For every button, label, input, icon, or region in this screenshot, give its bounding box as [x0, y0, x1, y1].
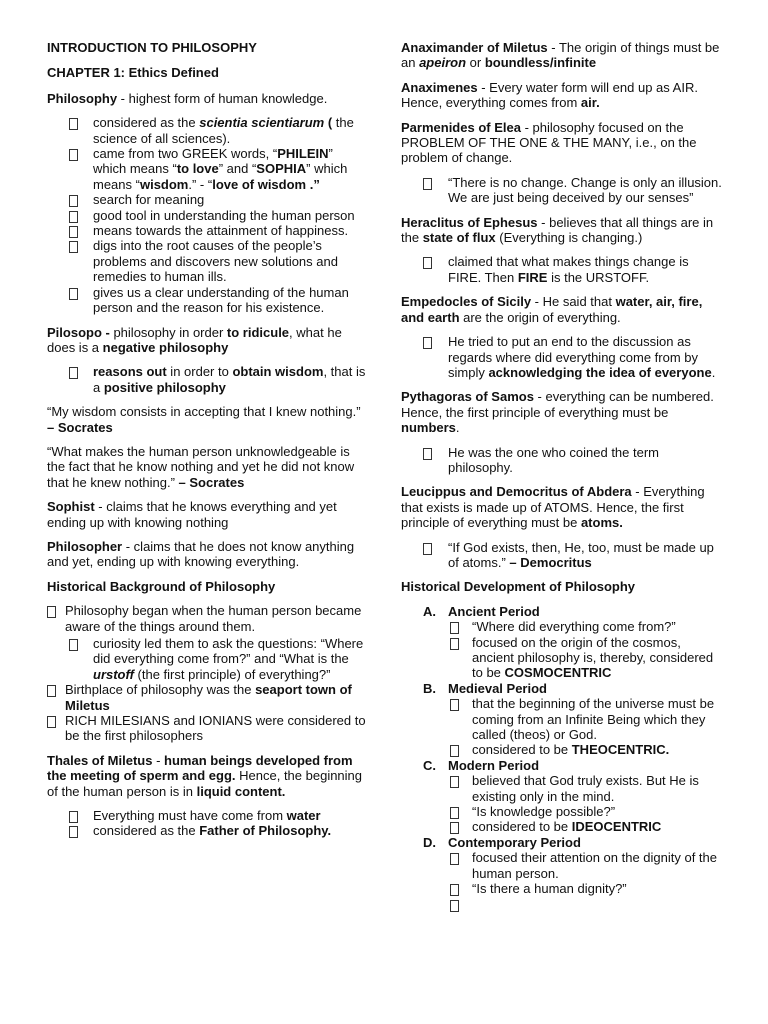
historical-background-heading: Historical Background of Philosophy — [47, 578, 276, 594]
text: numbers — [401, 420, 456, 436]
text: apeiron — [419, 55, 467, 71]
philosophy-definition — [47, 91, 369, 106]
text: ” which means “ — [93, 146, 333, 177]
text: – Socrates — [178, 474, 245, 490]
text: is the URSTOFF. — [547, 269, 650, 285]
text: believed that God truly exists. But He is existing only in the mind. — [472, 773, 699, 804]
text: boundless/infinite — [484, 55, 597, 71]
text: ” and “ — [218, 161, 257, 177]
list-item — [47, 603, 369, 634]
heraclitus-bullet-list — [401, 254, 723, 285]
text: good tool in understanding the human person — [93, 207, 355, 223]
text: considered as the — [93, 823, 200, 839]
text: He was the one who coined the term philosophy. — [448, 444, 660, 475]
list-item — [47, 208, 369, 223]
text: to ridicule — [226, 324, 290, 340]
chapter-heading: CHAPTER 1: Ethics Defined — [47, 65, 219, 81]
list-item — [448, 881, 723, 896]
thales-definition — [47, 753, 369, 799]
text: or — [466, 55, 485, 71]
bullet-box-icon — [450, 900, 459, 912]
text: “Is knowledge possible?” — [472, 804, 616, 820]
text: - philosophy focused on the PROBLEM OF THE ONE & THE MANY, i.e., on the problem of change. — [401, 119, 697, 166]
historical-background-list-2 — [47, 682, 369, 744]
text: came from two GREEK words, “ — [93, 146, 278, 162]
bullet-box-icon — [450, 853, 459, 865]
list-item — [47, 713, 369, 744]
text: to love — [176, 161, 219, 177]
text: ( — [324, 115, 333, 131]
list-item — [47, 823, 369, 838]
list-item — [401, 540, 723, 571]
list-item — [47, 285, 369, 316]
bullet-box-icon — [450, 807, 459, 819]
text: means towards the attainment of happiness. — [93, 223, 349, 239]
period-sublist — [448, 619, 723, 681]
bullet-box-icon — [450, 776, 459, 788]
text: water — [286, 808, 321, 824]
list-item — [47, 223, 369, 238]
list-item — [47, 115, 369, 146]
pilosopo-bullet-list — [47, 364, 369, 395]
pythagoras-bullet-list — [401, 445, 723, 476]
text: - — [152, 752, 165, 768]
text: water, air, fire, and earth — [401, 294, 703, 325]
bullet-box-icon — [69, 149, 78, 161]
text: air. — [580, 95, 600, 111]
text: . — [711, 364, 716, 380]
leucippus-definition — [401, 484, 723, 530]
text: - Every water form will end up as AIR. Hence, everything comes from — [401, 79, 698, 111]
list-item — [47, 636, 369, 682]
text: – Democritus — [509, 554, 592, 570]
bullet-box-icon — [450, 638, 459, 650]
text: digs into the root causes of the people’s problems and discovers new solutions and remedies to human ills. — [93, 238, 338, 285]
parmenides-bullet-list — [401, 175, 723, 206]
text: Father of Philosophy. — [199, 823, 332, 839]
text: FIRE — [517, 269, 548, 285]
bullet-box-icon — [69, 639, 78, 651]
text: ” which means “ — [93, 161, 348, 192]
period-name: Contemporary Period — [448, 834, 581, 850]
list-item — [448, 696, 723, 742]
text: THEOCENTRIC. — [571, 742, 670, 758]
bullet-box-icon — [69, 195, 78, 207]
list-item — [448, 742, 723, 757]
heraclitus-definition — [401, 215, 723, 246]
list-item — [47, 808, 369, 823]
text: Hence, the beginning of the human person is in — [47, 768, 363, 799]
text: “Where did everything come from?” — [472, 619, 676, 635]
text: “What makes the human person unknowledgeable is the fact that he know nothing and yet he did not know that he knew nothing.” — [47, 443, 355, 490]
text: the science of all sciences). — [93, 115, 354, 146]
philosophy-def-text: - highest form of human knowledge. — [117, 90, 328, 106]
text: Pythagoras of Samos — [401, 389, 534, 405]
bullet-box-icon — [423, 257, 432, 269]
period-sublist — [448, 696, 723, 758]
list-item — [47, 238, 369, 284]
text: Philosophy began when the human person became aware of the things around them. — [65, 603, 362, 634]
empedocles-bullet-list — [401, 334, 723, 380]
text: gives us a clear understanding of the human person and the reason for his existence. — [93, 284, 349, 316]
text: Leucippus and Democritus of Abdera — [401, 484, 632, 500]
text: liquid content. — [196, 783, 286, 799]
text: in order to — [166, 364, 233, 380]
bullet-box-icon — [423, 337, 432, 349]
bullet-box-icon — [450, 699, 459, 711]
text: Pilosopo - — [47, 324, 114, 340]
text: - He said that — [531, 294, 616, 310]
text: IDEOCENTRIC — [571, 819, 662, 835]
bullet-box-icon — [69, 226, 78, 238]
socrates-quote-1 — [47, 404, 369, 435]
text: , that is a — [93, 364, 366, 395]
text: . — [455, 420, 460, 436]
bullet-box-icon — [423, 448, 432, 460]
list-item — [448, 819, 723, 834]
list-item — [448, 897, 723, 912]
text: human beings developed from the meeting of sperm and egg. — [47, 752, 353, 784]
bullet-box-icon — [450, 622, 459, 634]
text: state of flux — [422, 230, 496, 246]
bullet-box-icon — [69, 118, 78, 130]
text: “Is there a human dignity?” — [472, 881, 627, 897]
list-item — [448, 619, 723, 634]
text: philosophy in order — [113, 324, 227, 340]
text: Sophist — [47, 499, 95, 515]
bullet-box-icon — [47, 606, 56, 618]
text: considered to be — [472, 742, 572, 758]
text: - Everything that exists is made up of ATOMS. Hence, the first principle of everything must be — [401, 484, 705, 531]
empedocles-definition — [401, 294, 723, 325]
list-item — [401, 445, 723, 476]
bullet-box-icon — [47, 716, 56, 728]
historical-background-list — [47, 603, 369, 634]
text: RICH MILESIANS and IONIANS were considered to be the first philosophers — [65, 713, 366, 744]
bullet-box-icon — [450, 745, 459, 757]
text: search for meaning — [93, 192, 205, 208]
text: Heraclitus of Ephesus — [401, 214, 538, 230]
text: considered as the — [93, 115, 200, 131]
text: – Socrates — [47, 419, 113, 435]
period-medieval — [401, 681, 723, 758]
right-column — [401, 40, 723, 912]
text: that the beginning of the universe must be coming from an Infinite Being which they called (theos) or God. — [472, 696, 715, 743]
list-item — [448, 850, 723, 881]
list-item — [448, 773, 723, 804]
parmenides-definition — [401, 120, 723, 166]
bullet-box-icon — [69, 288, 78, 300]
text: Parmenides of Elea — [401, 119, 521, 135]
text: Anaximenes — [401, 79, 478, 95]
text: SOPHIA — [256, 161, 307, 177]
text: “If God exists, then, He, too, must be made up of atoms.” — [448, 539, 714, 570]
text: He tried to put an end to the discussion as regards where did everything come from by simply — [448, 334, 699, 380]
text: COSMOCENTRIC — [504, 665, 612, 681]
period-letter: A. — [423, 603, 436, 619]
period-ancient — [401, 604, 723, 681]
text: Thales of Miletus — [47, 752, 153, 768]
anaximander-definition — [401, 40, 723, 71]
pilosopo-definition — [47, 325, 369, 356]
historical-development-heading: Historical Development of Philosophy — [401, 579, 636, 595]
list-item — [401, 175, 723, 206]
bullet-box-icon — [69, 367, 78, 379]
text: Anaximander of Miletus — [401, 40, 548, 55]
bullet-box-icon — [69, 211, 78, 223]
text: .” - “ — [188, 176, 213, 192]
text: seaport town of Miletus — [65, 682, 352, 713]
anaximenes-definition — [401, 80, 723, 111]
philosophy-bullet-list — [47, 115, 369, 315]
period-letter: B. — [423, 680, 436, 696]
text: - claims that he does not know anything and yet, ending up with knowing everything. — [47, 538, 355, 570]
list-item — [401, 254, 723, 285]
text: focused on the origin of the cosmos, ancient philosophy is, thereby, considered to be — [472, 634, 714, 681]
bullet-box-icon — [450, 884, 459, 896]
text: urstoff — [93, 666, 134, 682]
bullet-box-icon — [69, 826, 78, 838]
left-column — [47, 40, 369, 848]
list-item — [448, 804, 723, 819]
text: (Everything is changing.) — [495, 230, 643, 246]
text: reasons out — [93, 364, 167, 380]
text: , what he does is a — [47, 324, 342, 355]
period-letter: C. — [423, 757, 436, 773]
list-item — [47, 146, 369, 192]
text: atoms. — [580, 515, 623, 531]
text: love of wisdom .” — [212, 176, 320, 192]
period-name: Ancient Period — [448, 603, 540, 619]
text: - claims that he knows everything and yet ending up with knowing nothing — [47, 499, 337, 530]
period-contemporary — [401, 835, 723, 912]
text: Philosopher — [47, 538, 123, 554]
list-item — [47, 682, 369, 713]
text: are the origin of everything. — [459, 309, 621, 325]
period-sublist — [448, 850, 723, 912]
period-modern — [401, 758, 723, 835]
text: obtain wisdom — [232, 364, 324, 380]
historical-background-sublist — [47, 636, 369, 682]
text: “There is no change. Change is only an illusion. We are just being deceived by our senses” — [448, 174, 722, 206]
period-name: Modern Period — [448, 757, 540, 773]
bullet-box-icon — [450, 822, 459, 834]
periods-list — [401, 604, 723, 912]
text: claimed that what makes things change is FIRE. Then — [448, 254, 689, 285]
text: “My wisdom consists in accepting that I knew nothing.” — [47, 404, 361, 420]
bullet-box-icon — [423, 543, 432, 555]
text: scientia scientiarum — [199, 115, 325, 131]
list-item — [448, 635, 723, 681]
text: - believes that all things are in the — [401, 214, 714, 246]
list-item — [401, 334, 723, 380]
text: - everything can be numbered. Hence, the first principle of everything must be — [401, 389, 714, 420]
bullet-box-icon — [423, 178, 432, 190]
list-item — [47, 192, 369, 207]
document-title: INTRODUCTION TO PHILOSOPHY — [47, 40, 257, 55]
period-sublist — [448, 773, 723, 835]
text: (the first principle) of everything?” — [133, 666, 331, 682]
bullet-box-icon — [47, 685, 56, 697]
thales-bullet-list — [47, 808, 369, 839]
text: acknowledging the idea of everyone — [488, 364, 712, 380]
period-name: Medieval Period — [448, 680, 547, 696]
text: wisdom — [139, 176, 189, 192]
list-item — [47, 364, 369, 395]
philosopher-definition — [47, 539, 369, 570]
period-letter: D. — [423, 834, 436, 850]
philosophy-term: Philosophy — [47, 90, 118, 106]
text: Empedocles of Sicily — [401, 294, 532, 310]
text: negative philosophy — [102, 339, 229, 355]
text: - The origin of things must be an — [401, 40, 720, 71]
bullet-box-icon — [69, 241, 78, 253]
text: Everything must have come from — [93, 808, 287, 824]
leucippus-bullet-list — [401, 540, 723, 571]
bullet-box-icon — [69, 811, 78, 823]
text: focused their attention on the dignity of the human person. — [472, 850, 718, 881]
text: curiosity led them to ask the questions: “Where did everything come from?” and “What is the — [93, 636, 364, 667]
sophist-definition — [47, 499, 369, 530]
text: considered to be — [472, 819, 572, 835]
text: Birthplace of philosophy was the — [65, 682, 256, 698]
text: PHILEIN — [277, 146, 329, 162]
text: positive philosophy — [103, 379, 226, 395]
pythagoras-definition — [401, 389, 723, 435]
socrates-quote-2 — [47, 444, 369, 490]
